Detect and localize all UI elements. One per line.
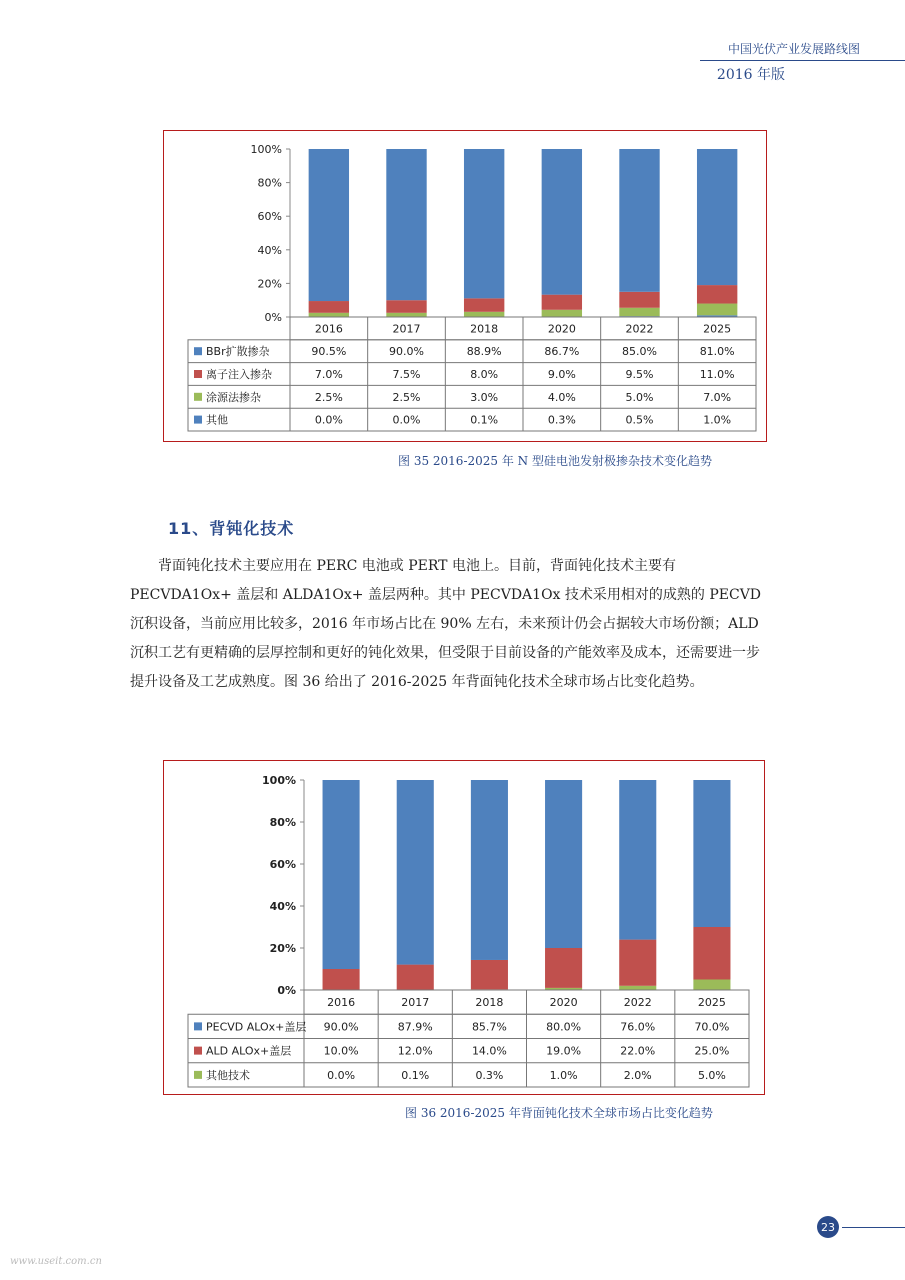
header-divider	[700, 60, 905, 61]
data-cell: 19.0%	[546, 1044, 582, 1058]
x-category-label: 2017	[392, 322, 421, 336]
data-cell: 1.0%	[703, 413, 732, 427]
bar-segment	[619, 308, 659, 316]
bar-segment	[323, 969, 360, 990]
chart-35	[164, 131, 766, 441]
y-tick-label: 0%	[264, 311, 282, 324]
bar-segment	[471, 960, 508, 989]
legend-swatch	[194, 416, 202, 424]
data-cell: 22.0%	[620, 1044, 656, 1058]
body-paragraph	[130, 552, 770, 697]
data-cell: 0.5%	[625, 413, 654, 427]
data-cell: 1.0%	[549, 1068, 578, 1082]
data-cell: 2.5%	[314, 390, 343, 404]
bar-segment	[542, 149, 582, 295]
legend-swatch	[194, 1047, 202, 1055]
data-cell: 14.0%	[471, 1044, 507, 1058]
data-cell: 8.0%	[470, 368, 499, 381]
legend-label: BBr扩散掺杂	[206, 345, 270, 359]
legend-label: 其他	[206, 413, 228, 427]
bar-segment	[693, 780, 730, 927]
data-cell: 0.3%	[475, 1068, 504, 1082]
data-cell: 90.0%	[323, 1020, 359, 1034]
x-category-label: 2025	[703, 322, 732, 336]
x-category-label: 2017	[401, 996, 430, 1010]
data-cell: 7.0%	[703, 390, 732, 404]
watermark: www.useit.com.cn	[10, 1256, 102, 1267]
data-cell: 88.9%	[466, 345, 502, 359]
data-cell: 3.0%	[470, 390, 499, 404]
bar-segment	[545, 948, 582, 988]
page-number: 23	[817, 1216, 839, 1238]
bar-segment	[693, 980, 730, 991]
x-category-label: 2022	[625, 322, 654, 336]
y-tick-label: 40%	[257, 243, 282, 257]
data-cell: 10.0%	[323, 1044, 359, 1058]
bar-segment	[619, 149, 659, 292]
legend-swatch	[194, 393, 202, 401]
bar-segment	[309, 149, 349, 301]
data-cell: 0.1%	[401, 1068, 430, 1082]
data-cell: 5.0%	[697, 1068, 726, 1082]
x-category-label: 2016	[327, 996, 356, 1010]
data-cell: 0.0%	[314, 413, 343, 427]
data-cell: 0.0%	[327, 1068, 356, 1082]
chart-35-plot	[188, 143, 756, 431]
footer-divider	[842, 1227, 905, 1228]
data-cell: 80.0%	[546, 1020, 582, 1034]
data-cell: 0.1%	[470, 413, 499, 427]
bar-segment	[464, 149, 504, 298]
caption-figure-35: 图 35 2016-2025 年 N 型硅电池发射极掺杂技术变化趋势	[398, 454, 712, 468]
data-cell: 2.0%	[623, 1068, 652, 1082]
y-tick-label: 20%	[257, 277, 282, 291]
bar-segment	[386, 149, 426, 300]
legend-label: ALD ALOx+盖层	[206, 1044, 292, 1058]
bar-segment	[471, 780, 508, 960]
data-cell: 76.0%	[620, 1020, 656, 1034]
data-cell: 87.9%	[397, 1020, 433, 1034]
bar-segment	[309, 301, 349, 313]
chart-36-panel	[163, 760, 765, 1095]
header-title: 中国光伏产业发展路线图	[727, 42, 860, 56]
bar-segment	[464, 312, 504, 317]
bar-segment	[397, 780, 434, 965]
header-year: 2016 年版	[716, 67, 785, 83]
bar-segment	[323, 780, 360, 969]
caption-figure-36: 图 36 2016-2025 年背面钝化技术全球市场占比变化趋势	[405, 1106, 713, 1120]
data-cell: 70.0%	[694, 1020, 730, 1034]
x-category-label: 2018	[475, 996, 504, 1010]
bar-segment	[619, 940, 656, 986]
bar-segment	[386, 313, 426, 317]
bar-segment	[693, 927, 730, 980]
bar-segment	[545, 780, 582, 948]
bar-segment	[397, 965, 434, 990]
legend-label: 涂源法掺杂	[206, 390, 261, 404]
chart-35-panel	[163, 130, 767, 442]
data-cell: 9.0%	[547, 368, 576, 381]
bar-segment	[619, 292, 659, 308]
legend-label: 其他技术	[206, 1068, 250, 1082]
legend-swatch	[194, 370, 202, 378]
x-category-label: 2025	[697, 996, 726, 1010]
y-tick-label: 80%	[257, 176, 282, 190]
legend-swatch	[194, 347, 202, 355]
y-tick-label: 60%	[257, 210, 282, 224]
bar-segment	[542, 310, 582, 317]
legend-swatch	[194, 1071, 202, 1079]
x-category-label: 2016	[314, 322, 343, 336]
data-cell: 86.7%	[544, 345, 580, 359]
section-heading: 11、背钝化技术	[168, 519, 295, 538]
x-category-label: 2018	[470, 322, 499, 336]
data-cell: 0.3%	[547, 413, 576, 427]
data-cell: 7.5%	[392, 368, 421, 381]
data-cell: 90.5%	[311, 345, 347, 359]
data-cell: 11.0%	[699, 368, 735, 381]
y-tick-label: 100%	[262, 774, 296, 787]
data-cell: 81.0%	[699, 345, 735, 359]
data-cell: 4.0%	[547, 390, 576, 404]
chart-36	[164, 761, 764, 1094]
y-tick-label: 40%	[269, 900, 296, 913]
bar-segment	[619, 780, 656, 940]
y-tick-label: 0%	[277, 984, 296, 997]
bar-segment	[464, 298, 504, 311]
data-cell: 25.0%	[694, 1044, 730, 1058]
data-cell: 85.7%	[471, 1020, 507, 1034]
data-cell: 9.5%	[625, 368, 654, 381]
bar-segment	[309, 313, 349, 317]
data-cell: 90.0%	[389, 345, 424, 359]
chart-36-plot	[188, 774, 749, 1087]
y-tick-label: 20%	[269, 942, 296, 955]
bar-segment	[697, 149, 737, 285]
x-category-label: 2020	[547, 322, 576, 336]
legend-label: 离子注入掺杂	[206, 368, 272, 381]
bar-segment	[542, 295, 582, 310]
bar-segment	[386, 300, 426, 313]
legend-label: PECVD ALOx+盖层	[206, 1020, 307, 1034]
paragraph-text: 背面钝化技术主要应用在 PERC 电池或 PERT 电池上。目前，背面钝化技术主要有 PECVDA1Ox+ 盖层和 ALDA1Ox+ 盖层两种。其中 PECVDA1Ox 技术采用相对的成熟的 PECVD 沉积设备，当前应用比较多，2016 年市场占比在 90% 左右，未来预计仍会占据较大市场份额；ALD 沉积工艺有更精确的层厚控制和更好的钝化效果，但受限于目前设备的产能效率及成本，还需要进一步提升设备及工艺成熟度。图 36 给出了 2016-2025 年背面钝化技术全球市场占比变化趋势。	[130, 558, 762, 690]
data-cell: 5.0%	[625, 390, 654, 404]
bar-segment	[619, 986, 656, 990]
x-category-label: 2022	[623, 996, 652, 1010]
y-tick-label: 80%	[269, 816, 296, 829]
bar-segment	[697, 285, 737, 303]
data-cell: 0.0%	[392, 413, 421, 427]
data-cell: 2.5%	[392, 390, 421, 404]
data-cell: 7.0%	[314, 368, 343, 381]
data-cell: 85.0%	[622, 345, 657, 359]
legend-swatch	[194, 1022, 202, 1030]
data-cell: 12.0%	[397, 1044, 433, 1058]
bar-segment	[697, 304, 737, 316]
x-category-label: 2020	[549, 996, 578, 1010]
y-tick-label: 60%	[269, 858, 296, 871]
y-tick-label: 100%	[250, 143, 282, 156]
